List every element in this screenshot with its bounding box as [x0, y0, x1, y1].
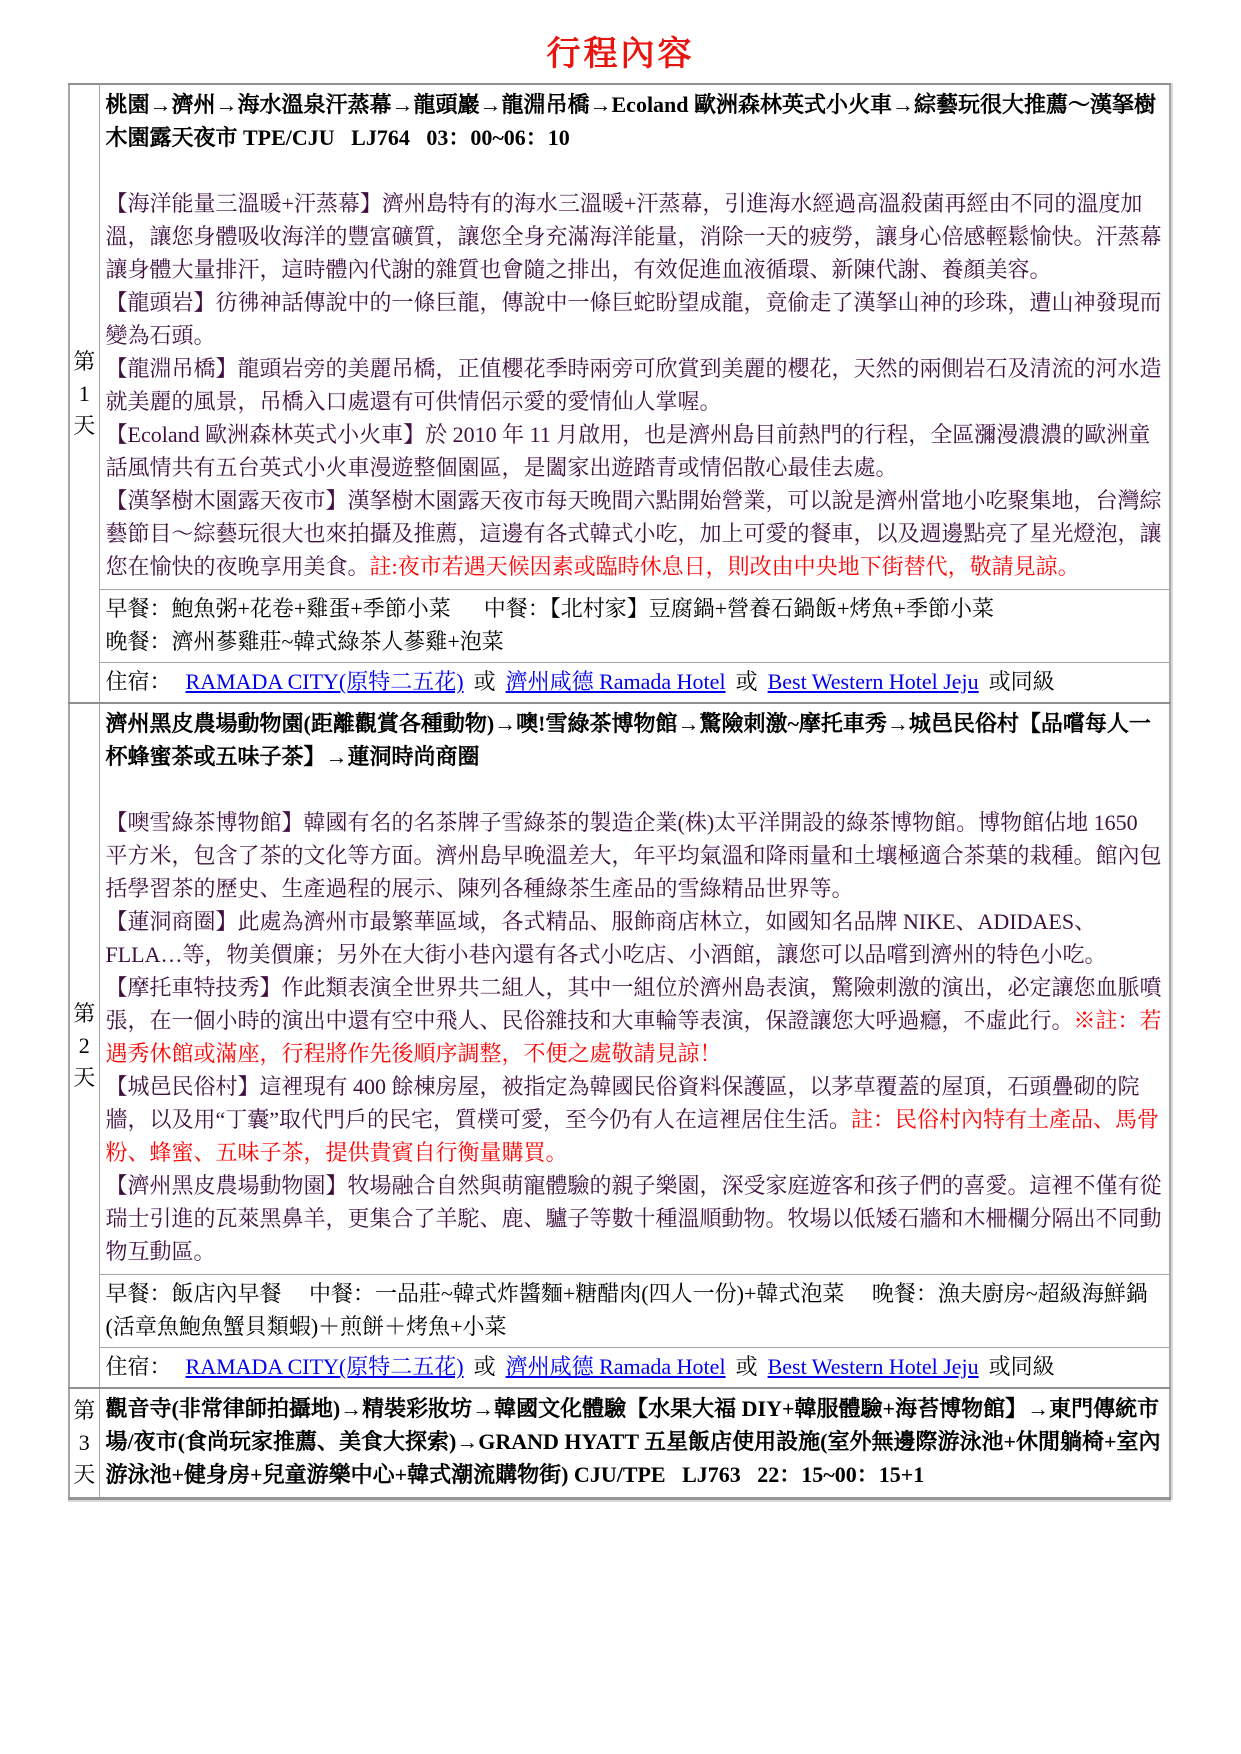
- day-3-main-cell: [99, 1388, 1170, 1499]
- day-1-meals-row: [69, 590, 1170, 663]
- day-2-label: 第2天: [69, 703, 99, 1388]
- attraction-paragraph: [106, 352, 1164, 418]
- day-3-label: 第3天: [69, 1388, 99, 1499]
- day-1-label: 第1天: [69, 84, 99, 703]
- attraction-paragraph: [106, 187, 1164, 286]
- hotel-label: 住宿：: [105, 1354, 172, 1379]
- note-text: 註:夜市若遇天候因素或臨時休息日，則改由中央地下街替代，敬請見諒。: [369, 554, 1080, 579]
- hotel-line: [106, 1350, 1164, 1383]
- hotel-or: 或: [735, 669, 758, 694]
- hotel-or: 或: [735, 1354, 758, 1379]
- paragraph-text: 【濟州黑皮農場動物園】牧場融合自然與萌寵體驗的親子樂園，深受家庭遊客和孩子們的喜愛。這裡不僅有從瑞士引進的瓦萊黑鼻羊，更集合了羊駝、鹿、驢子等數十種溫順動物。牧場以低矮石牆和木柵欄分隔出不同動物互動區。: [105, 1173, 1162, 1264]
- paragraph-text: 【漢拏樹木園露天夜市】漢拏樹木園露天夜市每天晚間六點開始營業，可以說是濟州當地小吃聚集地，台灣綜藝節目～綜藝玩很大也來拍攝及推薦，這邊有各式韓式小吃，加上可愛的餐車，以及週邊點亮了星光燈泡，讓您在愉快的夜晚享用美食。: [105, 488, 1162, 579]
- attraction-paragraph: [106, 418, 1164, 484]
- attraction-paragraph: [106, 286, 1164, 352]
- attraction-paragraph: [106, 806, 1164, 905]
- day-1-main-cell: [99, 84, 1170, 590]
- day-3-route-header: 觀音寺(非常律師拍攝地)→精裝彩妝坊→韓國文化體驗【水果大福 DIY+韓服體驗+海苔博物館】→東門傳統市場/夜市(食尚玩家推薦、美食大探索)→GRAND HYATT 五星飯店使用設施(室外無邊際游泳池+休閒躺椅+室內游泳池+健身房+兒童游樂中心+韓式潮流購物街) CJU/TPE LJ763 22：15~00：15+1: [105, 1396, 1161, 1487]
- hotel-link-best-western[interactable]: Best Western Hotel Jeju: [767, 1354, 979, 1379]
- day-2-meals-row: [69, 1275, 1170, 1348]
- day-2-hotel: [99, 1348, 1170, 1389]
- attraction-paragraph: [106, 484, 1164, 583]
- day-3-row: [69, 1388, 1170, 1499]
- paragraph-text: 【龍淵吊橋】龍頭岩旁的美麗吊橋，正值櫻花季時兩旁可欣賞到美麗的櫻花，天然的兩側岩石及清流的河水造就美麗的風景，吊橋入口處還有可供情侶示愛的愛情仙人掌喔。: [105, 356, 1162, 414]
- day-2-meals: [99, 1275, 1170, 1348]
- hotel-link-best-western[interactable]: Best Western Hotel Jeju: [767, 669, 979, 694]
- hotel-label: 住宿：: [105, 669, 172, 694]
- day-2-hotel-row: [69, 1348, 1170, 1389]
- day-1-hotel: [99, 663, 1170, 704]
- paragraph-text: 【摩托車特技秀】作此類表演全世界共二組人，其中一組位於濟州島表演，驚險刺激的演出，必定讓您血脈噴張，在一個小時的演出中還有空中飛人、民俗雜技和大車輪等表演，保證讓您大呼過癮，不虛此行。: [105, 975, 1162, 1033]
- day-2-route-header: 濟州黑皮農場動物園(距離觀賞各種動物)→噢!雪綠茶博物館→驚險刺激~摩托車秀→城邑民俗村【品嚐每人一杯蜂蜜茶或五味子茶】→蓮洞時尚商圈: [105, 711, 1151, 769]
- hotel-or: 或: [473, 1354, 496, 1379]
- spacer: [106, 773, 1164, 806]
- meal-line: 晚餐：濟州蔘雞莊~韓式綠茶人蔘雞+泡菜: [105, 629, 504, 654]
- itinerary-table: [68, 83, 1171, 1500]
- hotel-or-tail: 或同級: [988, 669, 1055, 694]
- hotel-or-tail: 或同級: [988, 1354, 1055, 1379]
- day-1-row: [69, 84, 1170, 590]
- attraction-paragraph: [106, 1169, 1164, 1268]
- hotel-link-ramada-jeju[interactable]: 濟州咸德 Ramada Hotel: [505, 669, 726, 694]
- note-text: ※註：若遇秀休館或滿座，行程將作先後順序調整，不便之處敬請見諒！: [105, 1008, 1162, 1066]
- meal-line: 早餐：鮑魚粥+花卷+雞蛋+季節小菜 中餐：【北村家】豆腐鍋+營養石鍋飯+烤魚+季節小菜: [105, 596, 994, 621]
- day-2-main-cell: [99, 703, 1170, 1275]
- hotel-or: 或: [473, 669, 496, 694]
- paragraph-text: 【噢雪綠茶博物館】韓國有名的名茶牌子雪綠茶的製造企業(株)太平洋開設的綠茶博物館。博物館佔地 1650 平方米，包含了茶的文化等方面。濟州島早晚溫差大，年平均氣溫和降雨量和土壤極適合茶葉的栽種。館內包括學習茶的歷史、生產過程的展示、陳列各種綠茶生產品的雪綠精品世界等。: [105, 810, 1162, 901]
- note-text: 註：民俗村內特有土產品、馬骨粉、蜂蜜、五味子茶，提供貴賓自行衡量購買。: [105, 1107, 1160, 1165]
- spacer: [106, 154, 1164, 187]
- attraction-paragraph: [106, 1070, 1164, 1169]
- paragraph-text: 【海洋能量三溫暖+汗蒸幕】濟州島特有的海水三溫暖+汗蒸幕，引進海水經過高溫殺菌再經由不同的溫度加溫，讓您身體吸收海洋的豐富礦質，讓您全身充滿海洋能量，消除一天的疲勞，讓身心倍感輕鬆愉快。汗蒸幕讓身體大量排汗，這時體內代謝的雜質也會隨之排出，有效促進血液循環、新陳代謝、養顏美容。: [105, 191, 1162, 282]
- paragraph-text: 【城邑民俗村】這裡現有 400 餘棟房屋，被指定為韓國民俗資料保護區，以茅草覆蓋的屋頂，石頭疊砌的院牆，以及用“丁囊”取代門戶的民宅，質樸可愛，至今仍有人在這裡居住生活。: [105, 1074, 1140, 1132]
- paragraph-text: 【Ecoland 歐洲森林英式小火車】於 2010 年 11 月啟用，也是濟州島目前熱門的行程，全區瀰漫濃濃的歐洲童話風情共有五台英式小火車漫遊整個園區，是闔家出遊踏青或情侶散心最佳去處。: [105, 422, 1151, 480]
- attraction-paragraph: [106, 971, 1164, 1070]
- day-2-row: [69, 703, 1170, 1275]
- meal-line: 早餐：飯店內早餐 中餐：一品莊~韓式炸醬麵+糖醋肉(四人一份)+韓式泡菜 晚餐：漁夫廚房~超級海鮮鍋(活章魚鮑魚蟹貝類蝦)＋煎餅＋烤魚+小菜: [105, 1281, 1148, 1339]
- paragraph-text: 【龍頭岩】彷彿神話傳說中的一條巨龍，傳說中一條巨蛇盼望成龍，竟偷走了漢拏山神的珍珠，遭山神發現而變為石頭。: [105, 290, 1162, 348]
- paragraph-text: 【蓮洞商圈】此處為濟州市最繁華區域，各式精品、服飾商店林立，如國知名品牌 NIKE、ADIDAES、FLLA…等，物美價廉；另外在大街小巷內還有各式小吃店、小酒館，讓您可以品嚐到濟州的特色小吃。: [105, 909, 1107, 967]
- page-title: 行程內容: [546, 36, 695, 73]
- hotel-link-ramada-jeju[interactable]: 濟州咸德 Ramada Hotel: [505, 1354, 726, 1379]
- day-1-meals: [99, 590, 1170, 663]
- day-1-route-header: 桃園→濟州→海水溫泉汗蒸幕→龍頭巖→龍淵吊橋→Ecoland 歐洲森林英式小火車→綜藝玩很大推薦～漢拏樹木園露天夜市 TPE/CJU LJ764 03：00~06：10: [105, 92, 1157, 150]
- day-1-hotel-row: [69, 663, 1170, 704]
- hotel-line: [106, 665, 1164, 698]
- hotel-link-ramada-city[interactable]: RAMADA CITY(原特二五花): [185, 1354, 464, 1379]
- hotel-link-ramada-city[interactable]: RAMADA CITY(原特二五花): [185, 669, 464, 694]
- attraction-paragraph: [106, 905, 1164, 971]
